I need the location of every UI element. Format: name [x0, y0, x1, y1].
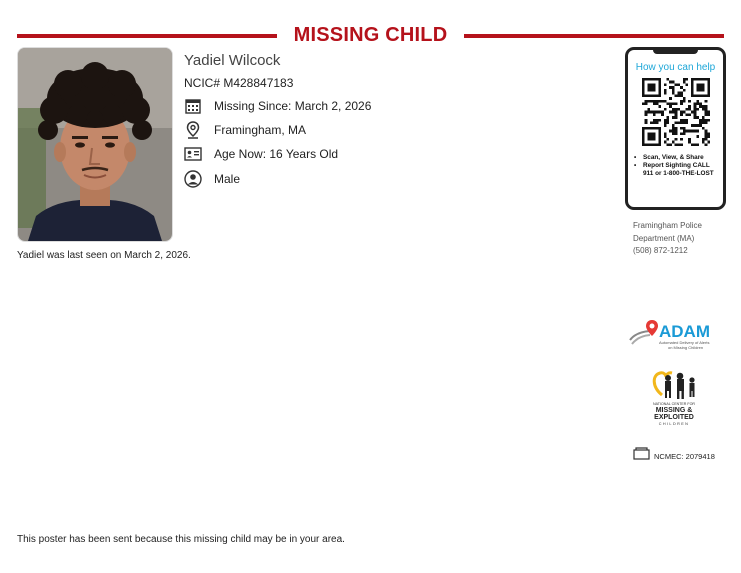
folder-icon [633, 447, 650, 465]
age-now: Age Now: 16 Years Old [214, 147, 339, 161]
qr-step: • Report Sighting CALL 911 or 1-800-THE-LOST [634, 162, 714, 177]
qr-card-steps [634, 154, 720, 178]
svg-text:ADAM: ADAM [659, 322, 710, 341]
age-row [184, 144, 338, 164]
ncmec-logo [648, 367, 700, 427]
child-name: Yadiel Wilcock [184, 52, 281, 69]
svg-text:MISSING &: MISSING & [655, 407, 693, 414]
agency-contact [633, 220, 702, 258]
location: Framingham, MA [214, 123, 307, 137]
location-pin-icon [184, 121, 202, 139]
agency-name-line2: Department (MA) [633, 233, 695, 243]
svg-text:Automated Delivery of Alerts: Automated Delivery of Alerts [659, 340, 710, 345]
svg-text:CHILDREN: CHILDREN [658, 422, 690, 426]
ncmec-case [633, 447, 715, 465]
poster-footer: This poster has been sent because this missing child may be in your area. [17, 534, 345, 545]
sex: Male [214, 172, 241, 186]
phone-notch [653, 50, 698, 54]
svg-text:EXPLOITED: EXPLOITED [654, 414, 694, 421]
qr-help-card [625, 47, 726, 210]
location-row [184, 120, 306, 140]
qr-card-heading: How you can help [635, 62, 716, 73]
missing-since: Missing Since: March 2, 2026 [214, 99, 372, 113]
id-card-icon [184, 145, 202, 163]
poster-title-wrap [0, 24, 741, 47]
last-seen-caption: Yadiel was last seen on March 2, 2026. [17, 250, 191, 261]
qr-code[interactable] [642, 78, 710, 146]
agency-name-line1: Framingham Police [633, 221, 702, 230]
ncic-number: NCIC# M428847183 [184, 76, 294, 90]
agency-phone: (508) 872-1212 [633, 246, 688, 255]
missing-since-row [184, 96, 371, 116]
person-icon [184, 170, 202, 188]
sex-row [184, 169, 240, 189]
poster-title: MISSING CHILD [280, 24, 462, 46]
svg-text:on Missing Children: on Missing Children [668, 345, 704, 350]
qr-step: • Scan, View, & Share [634, 154, 704, 161]
ncmec-case-number: NCMEC: 2079418 [654, 451, 715, 461]
child-photo [17, 47, 173, 242]
adam-logo [628, 318, 720, 354]
calendar-icon [184, 97, 202, 115]
svg-text:NATIONAL CENTER FOR: NATIONAL CENTER FOR [653, 402, 695, 406]
